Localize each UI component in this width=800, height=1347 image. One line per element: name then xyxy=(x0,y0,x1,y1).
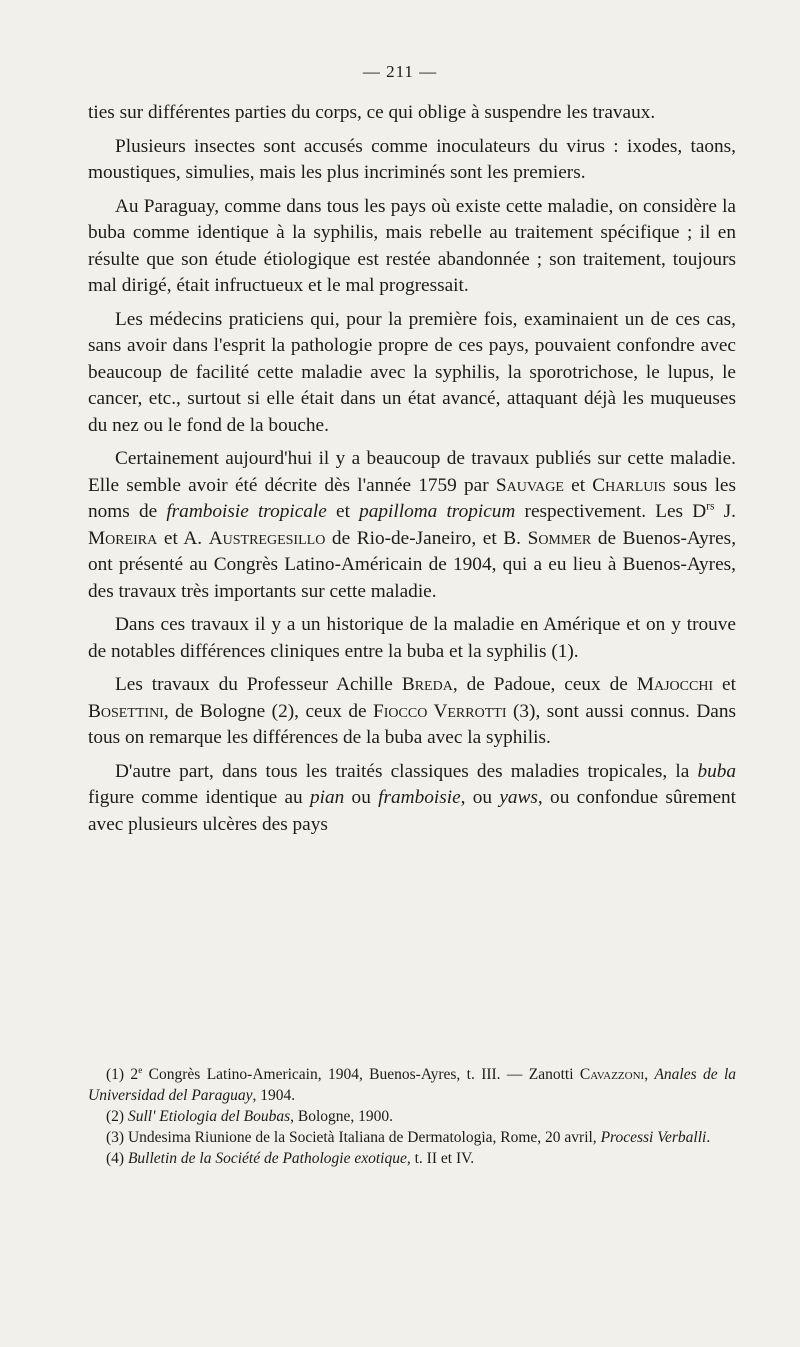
paragraph xyxy=(88,134,736,187)
paragraph xyxy=(88,759,736,839)
footnotes xyxy=(88,1064,736,1169)
italic-term: Processi Verballi xyxy=(600,1129,707,1146)
italic-term: yaws xyxy=(499,787,538,808)
text-run: figure comme identique au xyxy=(88,787,310,808)
footnote xyxy=(88,1127,736,1148)
superscript: e xyxy=(138,1065,143,1076)
italic-term: framboisie tropicale xyxy=(166,501,327,522)
text-run: Les travaux du Professeur Achille xyxy=(115,674,402,695)
paragraph xyxy=(88,307,736,440)
italic-term: framboisie xyxy=(378,787,461,808)
text-run: ties sur différentes parties du corps, ce qui oblige à suspendre les travaux. xyxy=(88,102,656,123)
text-run: sous les noms de xyxy=(88,474,736,522)
author-name: Moreira xyxy=(88,527,158,549)
italic-term: pian xyxy=(309,787,345,808)
footnote xyxy=(88,1106,736,1127)
text-run: , de Bologne (2), ceux de xyxy=(163,700,374,722)
paragraph xyxy=(88,446,736,605)
text-run: , de Padoue, ceux de xyxy=(452,674,637,695)
page-number: — 211 — xyxy=(362,62,438,81)
author-name: Cavazzoni xyxy=(579,1066,645,1083)
text-run: D'autre part, dans tous les traités classiques des maladies tropicales, la xyxy=(115,760,698,782)
paragraph xyxy=(88,100,736,127)
italic-term: Bulletin de la Société de Pathologie exotique xyxy=(127,1150,407,1167)
author-name: Bosettini xyxy=(88,700,164,722)
text-run: Les médecins praticiens qui, pour la première fois, examinaient un de ces cas, sans avoir dans l'esprit la pathologie propre de ces pays, pouvaient confondre avec beaucoup de facilité cette maladie avec la syphilis, la sporotrichose, le lupus, le cancer, etc., surtout si elle était dans un état avancé, attaquant déjà les muqueuses du nez ou le fond de la bouche. xyxy=(88,308,736,436)
author-name: Sommer xyxy=(527,527,592,549)
text-run: de Rio-de-Janeiro, et B. xyxy=(325,527,528,549)
text-run: (3), sont aussi connus. Dans tous on remarque les différences de la buba avec la syphilis. xyxy=(88,700,736,748)
text-run: et xyxy=(563,474,593,496)
text-run: Dans ces travaux il y a un historique de la maladie en Amérique et on y trouve de notables différences cliniques entre la buba et la syphilis (1). xyxy=(88,614,736,662)
text-run: et A. xyxy=(157,527,209,549)
italic-term: papilloma tropicum xyxy=(359,501,516,522)
text-run: ou xyxy=(344,787,379,808)
text-run: Au Paraguay, comme dans tous les pays où existe cette maladie, on considère la buba comme identique à la syphilis, mais rebelle au traitement spécifique ; il en résulte que son étude étiologique est restée abandonnée ; son traitement, toujours mal dirigé, était infructueux et le mal progressait. xyxy=(88,195,736,296)
text-run: . xyxy=(706,1129,711,1146)
author-name: Breda xyxy=(401,674,453,695)
italic-term: Sull' Etiologia del Boubas xyxy=(127,1108,291,1125)
author-name: Charluis xyxy=(592,474,666,496)
text-run: , xyxy=(644,1066,655,1083)
text-run: de Buenos-Ayres, ont présenté au Congrès Latino-Américain de 1904, qui a eu lieu à Buenos-Ayres, des travaux très importants sur cette maladie. xyxy=(88,527,737,602)
text-run: , 1904. xyxy=(252,1087,296,1104)
text-run: , t. II et IV. xyxy=(406,1150,475,1167)
text-run: Congrès Latino-Americain, 1904, Buenos-Ayres, t. III. — Zanotti xyxy=(142,1066,580,1083)
text-run: Certainement aujourd'hui il y a beaucoup de travaux publiés sur cette maladie. Elle semble avoir été décrite dès l'année 1759 par xyxy=(88,448,736,496)
italic-term: buba xyxy=(697,760,736,782)
text-run: (4) xyxy=(106,1150,128,1167)
text-run: , ou xyxy=(460,787,500,808)
text-run: (1) 2 xyxy=(106,1066,139,1083)
author-name: Majocchi xyxy=(636,674,714,695)
paragraph xyxy=(88,194,736,300)
text-run: et xyxy=(326,501,360,522)
text-run: J. xyxy=(714,501,736,522)
paragraph xyxy=(88,612,736,665)
footnote xyxy=(88,1064,736,1106)
main-text xyxy=(88,100,736,845)
footnote xyxy=(88,1148,736,1169)
author-name: Austregesillo xyxy=(208,527,326,549)
text-run: et xyxy=(713,674,736,695)
text-run: Plusieurs insectes sont accusés comme inoculateurs du virus : ixodes, taons, moustiques, simulies, mais les plus incriminés sont les premiers. xyxy=(88,135,736,183)
text-run: , Bologne, 1900. xyxy=(290,1108,394,1125)
superscript: rs xyxy=(706,499,715,513)
paragraph xyxy=(88,672,736,752)
italic-term: Anales de la Universidad del Paraguay xyxy=(88,1066,737,1104)
text-run: (2) xyxy=(106,1108,128,1125)
text-run: , ou confondue sûrement avec plusieurs ulcères des pays xyxy=(88,787,736,835)
text-run: respectivement. Les D xyxy=(515,501,707,522)
text-run: (3) Undesima Riunione de la Società Italiana de Dermatologia, Rome, 20 avril, xyxy=(106,1129,601,1146)
author-name: Sauvage xyxy=(495,474,564,496)
author-name: Fiocco Verrotti xyxy=(373,700,507,722)
